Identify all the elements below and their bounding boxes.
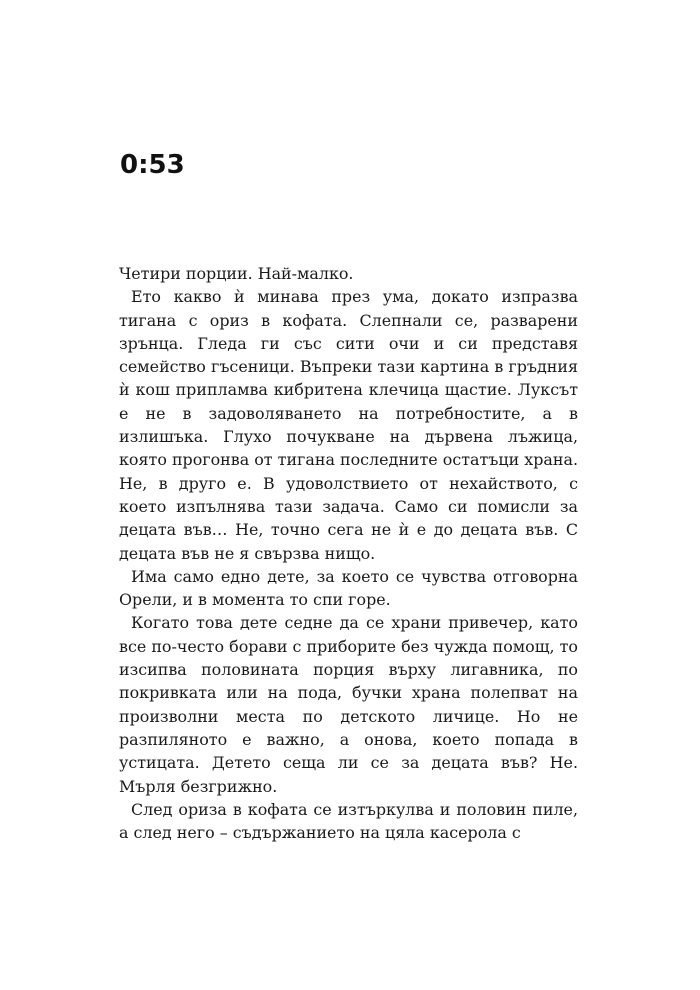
- paragraph-3: Има само едно дете, за което се чувства отговорна Орели, и в момента то спи горе.: [119, 566, 578, 610]
- paragraph-5: След ориза в кофата се изтъркулва и половин пиле, а след него – съдържанието на цяла касерола с: [119, 799, 578, 843]
- paragraph-2: Ето какво ѝ минава през ума, докато изпразва тигана с ориз в кофата. Слепнали се, разварени зрънца. Гледа ги със сити очи и си представя семейство гъсеници. Въпреки тази картина в гръдния ѝ кош припламва кибритена клечица щастие. Луксът е не в задоволяването на потребностите, а в излишъка. Глухо почукване на дървена лъжица, която прогонва от тигана последните остатъци храна. Не, в друго е. В удоволствието от нехайството, с което изпълнява тази задача. Само си помисли за децата във… Не, точно сега не ѝ е до децата във. С децата във не я свързва нищо.: [119, 287, 578, 563]
- chapter-body: [119, 262, 578, 844]
- paragraph-4: Когато това дете седне да се храни привечер, като все по-често борави с приборите без чужда помощ, то изсипва половината порция върху лигавника, по покривката или на пода, бучки храна полепват на произволни места по детското личице. Но не разпиляното е важно, а онова, което попада в устицата. Детето сеща ли се за децата във? Не. Мърля безгрижно.: [119, 613, 578, 796]
- chapter-title: 0:53: [120, 150, 185, 180]
- paragraph-1: Четири порции. Най-малко.: [119, 264, 354, 283]
